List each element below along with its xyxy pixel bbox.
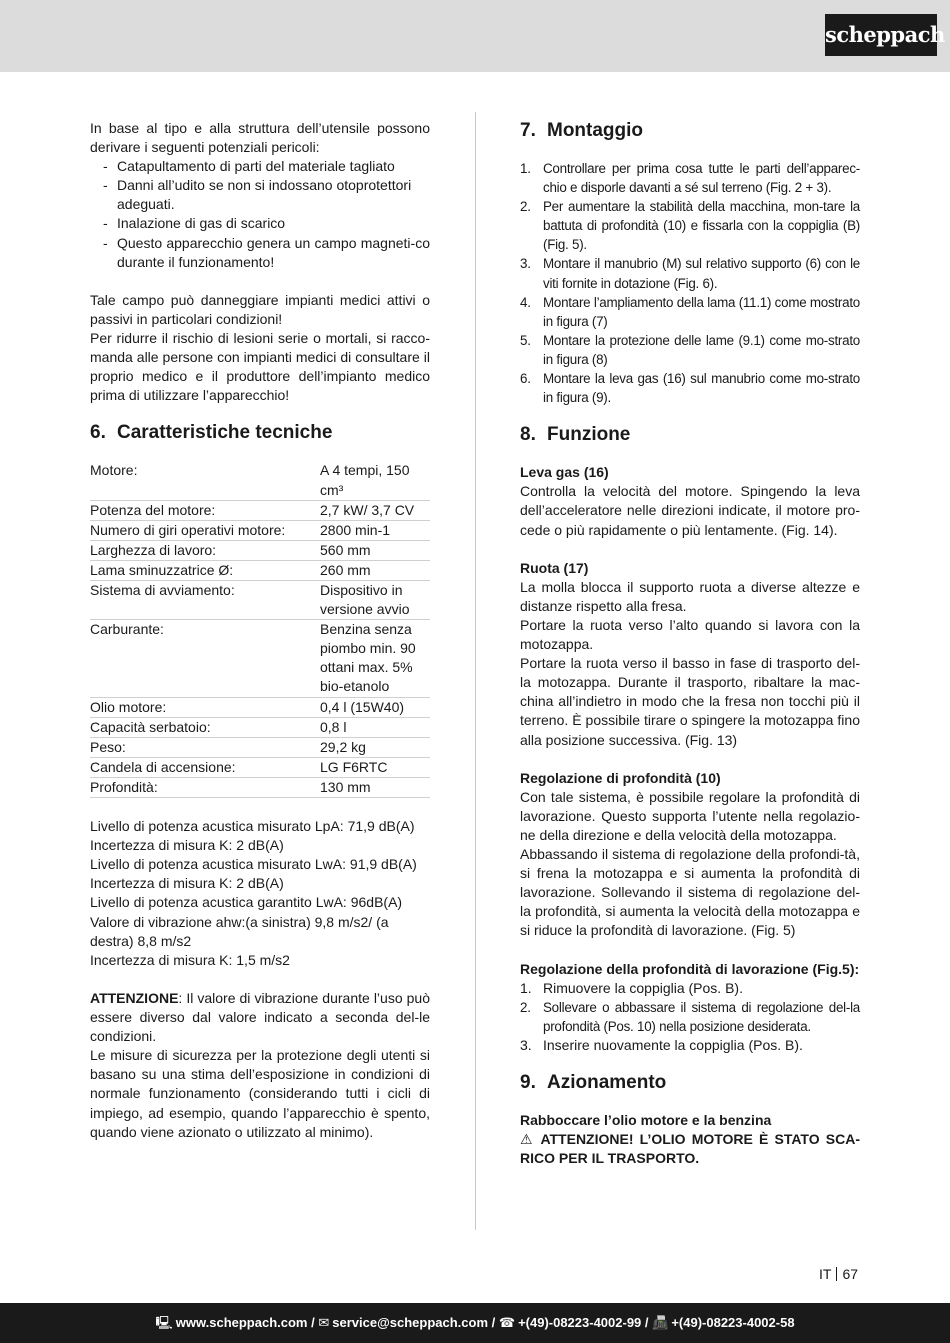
spec-label: Candela di accensione:	[90, 757, 320, 777]
spec-value: 130 mm	[320, 777, 430, 797]
noise-line: Valore di vibrazione ahw:(a sinistra) 9,8 m/s2/ (a destra) 8,8 m/s2	[90, 913, 389, 949]
spec-row	[90, 540, 430, 560]
wheel-text: La molla blocca il supporto ruota a diverse altezze e distanze rispetto alla fresa.	[520, 578, 860, 614]
hazard-list	[90, 157, 430, 272]
section-8-heading: 8. Funzione	[520, 424, 631, 446]
depth-text: Abbassando il sistema di regolazione della profondi-tà, si frena la motozappa e si aumenta la profondità di lavorazione. Sollevando il sistema di regolazione del-la profondità, si aumenta la velocità della motozappa e si riduce la profondità di lavorazione. (Fig. 5)	[520, 846, 860, 939]
wheel-title: Ruota (17)	[520, 559, 589, 576]
spec-value: 2,7 kW/ 3,7 CV	[320, 500, 430, 520]
spec-label: Olio motore:	[90, 697, 320, 717]
phone-icon: ☎	[498, 1315, 516, 1330]
column-divider	[475, 112, 476, 1230]
scheppach-logo: scheppach	[825, 14, 937, 56]
spec-row	[90, 697, 430, 717]
spec-label: Potenza del motore:	[90, 500, 320, 520]
assembly-step: 5. Montare la protezione delle lame (9.1) come mo-strato in figura (8)	[520, 332, 860, 367]
safety-text: Le misure di sicurezza per la protezione degli utenti si basano su una stima dell’esposizione in condizioni di normale funzionamento (considerando tutti i cicli di impiego, ad esempio, quando l’apparecchio è spento, quando viene azionato o utilizzato al minimo).	[90, 1047, 430, 1140]
oil-warning: ⚠ ATTENZIONE! L’OLIO MOTORE È STATO SCA-RICO PER IL TRASPORTO.	[520, 1131, 860, 1167]
left-column	[90, 119, 430, 1142]
wheel-text: Portare la ruota verso il basso in fase di trasporto del-la motozappa. Durante il trasporto, ribaltare la mac-china all’indietro in modo che la fresa non tocchi più il terreno. È possibile tirare o spingere la motozappa fino alla posizione successiva. (Fig. 13)	[520, 655, 860, 748]
spec-label: Peso:	[90, 737, 320, 757]
spec-value: 2800 min-1	[320, 520, 430, 540]
spec-row	[90, 717, 430, 737]
spec-row	[90, 620, 430, 697]
spec-row	[90, 757, 430, 777]
attention-label: ATTENZIONE	[90, 989, 179, 1006]
spec-label: Lama sminuzzatrice Ø:	[90, 560, 320, 580]
depth-step: 3. Inserire nuovamente la coppiglia (Pos. B).	[520, 1037, 803, 1054]
hazard-item: - Catapultamento di parti del materiale tagliato	[90, 157, 430, 176]
depth-step: 1. Rimuovere la coppiglia (Pos. B).	[520, 979, 743, 996]
medical-advice-text: Per ridurre il rischio di lesioni serie o mortali, si racco-manda alle persone con impianti medici di consultare il proprio medico e il produttore dell’impianto medico prima di utilizzare l’apparecchio!	[90, 330, 430, 404]
wheel-text: Portare la ruota verso l’alto quando si lavora con la motozappa.	[520, 616, 860, 653]
footer-website[interactable]: www.scheppach.com /	[175, 1315, 315, 1330]
spec-value: A 4 tempi, 150 cm³	[320, 461, 430, 500]
header-bar	[0, 0, 950, 72]
footer-fax: +(49)-08223-4002-58	[671, 1315, 795, 1330]
depth-adjust-title: Regolazione della profondità di lavorazione (Fig.5):	[520, 960, 860, 977]
spec-label: Numero di giri operativi motore:	[90, 520, 320, 540]
section-7-heading: 7. Montaggio	[520, 120, 644, 141]
noise-line: Livello di potenza acustica misurato LpA: 71,9 dB(A)	[90, 818, 415, 835]
section-9-heading: 9. Azionamento	[520, 1072, 667, 1094]
assembly-step: 1. Controllare per prima cosa tutte le parti dell’apparec-chio e disporle davanti a sé sul terreno (Fig. 2 + 3).	[520, 161, 860, 196]
spec-row	[90, 520, 430, 540]
footer-email[interactable]: service@scheppach.com /	[332, 1315, 496, 1330]
noise-line: Incertezza di misura K: 2 dB(A)	[90, 875, 284, 892]
spec-value: Dispositivo in versione avvio	[320, 580, 430, 619]
noise-list	[90, 817, 430, 970]
noise-line: Incertezza di misura K: 1,5 m/s2	[90, 951, 290, 968]
spec-row	[90, 580, 430, 619]
depth-steps-list	[520, 979, 860, 1055]
assembly-step: 6. Montare la leva gas (16) sul manubrio come mo-strato in figura (9).	[520, 371, 860, 406]
oil-title: Rabboccare l’olio motore e la benzina	[520, 1112, 772, 1129]
spec-value: 29,2 kg	[320, 737, 430, 757]
intro-text: In base al tipo e alla struttura dell’utensile possono derivare i seguenti potenziali pericoli:	[90, 120, 430, 156]
vibration-warning: ATTENZIONE: Il valore di vibrazione durante l’uso può essere diverso dal valore indicato a seconda del-le condizioni.	[90, 989, 430, 1045]
section-6-heading: 6. Caratteristiche tecniche	[90, 422, 333, 444]
assembly-step: 4. Montare l’ampliamento della lama (11.1) come mostrato in figura (7)	[520, 294, 860, 329]
depth-step: 2. Sollevare o abbassare il sistema di regolazione del-la profondità (Pos. 10) nella posizione desiderata.	[520, 999, 860, 1034]
noise-line: Incertezza di misura K: 2 dB(A)	[90, 837, 284, 854]
gas-lever-title: Leva gas (16)	[520, 464, 609, 481]
spec-label: Profondità:	[90, 777, 320, 797]
spec-row	[90, 500, 430, 520]
depth-title: Regolazione di profondità (10)	[520, 769, 721, 786]
spec-row	[90, 560, 430, 580]
spec-label: Motore:	[90, 461, 320, 500]
spec-value: 0,8 l	[320, 717, 430, 737]
noise-line: Livello di potenza acustica misurato LwA: 91,9 dB(A)	[90, 856, 417, 873]
mail-icon: ✉	[318, 1315, 330, 1330]
spec-row	[90, 777, 430, 797]
spec-value: 0,4 l (15W40)	[320, 697, 430, 717]
assembly-list	[520, 159, 860, 407]
noise-line: Livello di potenza acustica garantito LwA: 96dB(A)	[90, 894, 403, 911]
spec-row	[90, 737, 430, 757]
spec-label: Capacità serbatoio:	[90, 717, 320, 737]
fax-icon: 📠	[652, 1315, 669, 1330]
spec-value: LG F6RTC	[320, 757, 430, 777]
footer-bar	[0, 1303, 950, 1343]
spec-label: Larghezza di lavoro:	[90, 540, 320, 560]
spec-row	[90, 461, 430, 500]
hazard-item: - Danni all’udito se non si indossano otoprotettori adeguati.	[90, 176, 430, 214]
footer-phone: +(49)-08223-4002-99 /	[518, 1315, 649, 1330]
assembly-step: 3. Montare il manubrio (M) sul relativo supporto (6) con le viti fornite in dotazione (Fig. 6).	[520, 256, 860, 291]
page-number: IT 67	[819, 1266, 859, 1282]
spec-value: Benzina senza piombo min. 90 ottani max. 5% bio-etanolo	[320, 620, 430, 697]
spec-value: 560 mm	[320, 540, 430, 560]
spec-label: Sistema di avviamento:	[90, 580, 320, 619]
spec-table	[90, 461, 430, 798]
depth-text: Con tale sistema, è possibile regolare la profondità di lavorazione. Questo supporta l’utente nella regolazio-ne della direzione e della velocità della motozappa.	[520, 788, 860, 843]
assembly-step: 2. Per aumentare la stabilità della macchina, mon-tare la battuta di profondità (10) e fissarla con la coppiglia (B) (Fig. 5).	[520, 199, 860, 253]
hazard-item: - Questo apparecchio genera un campo magneti-co durante il funzionamento!	[90, 234, 430, 272]
spec-value: 260 mm	[320, 560, 430, 580]
right-column	[520, 119, 860, 1168]
hazard-item: - Inalazione di gas di scarico	[90, 214, 430, 233]
computer-icon: 🖳	[155, 1315, 173, 1330]
spec-label: Carburante:	[90, 620, 320, 697]
medical-text: Tale campo può danneggiare impianti medici attivi o passivi in particolari condizioni!	[90, 291, 430, 327]
gas-lever-text: Controlla la velocità del motore. Spingendo la leva dell’acceleratore nelle direzioni indicate, il motore pro-cede o più rapidamente o più lentamente. (Fig. 14).	[520, 483, 860, 538]
